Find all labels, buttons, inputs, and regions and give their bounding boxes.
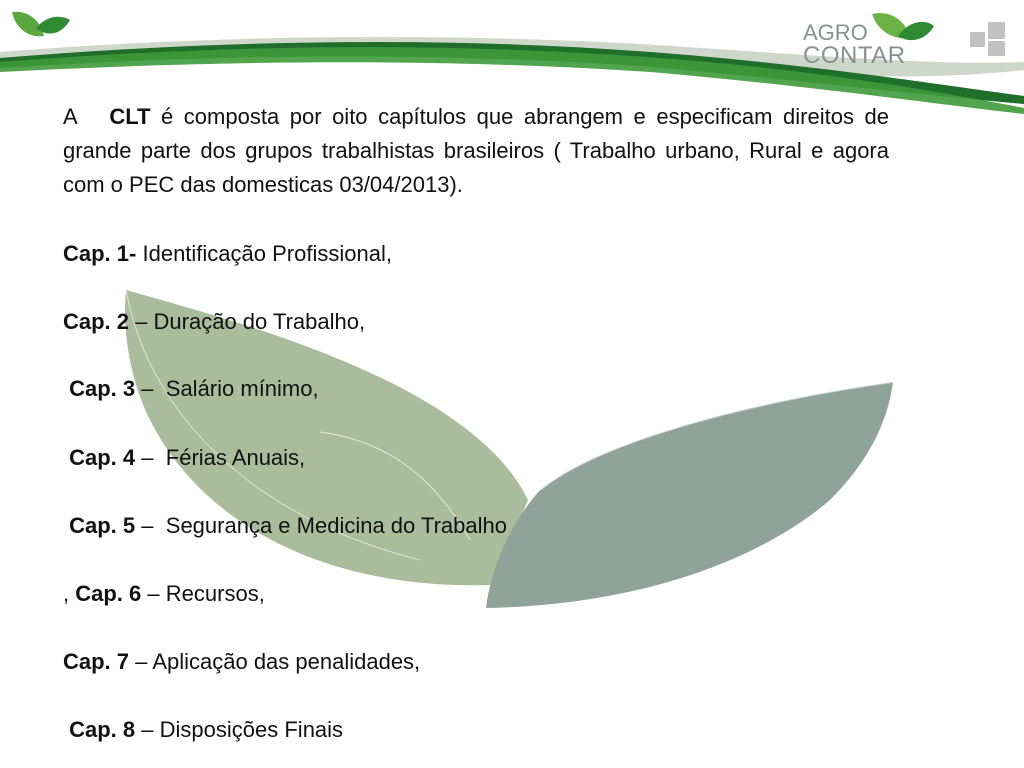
- chapter-item: Cap. 7 – Aplicação das penalidades,: [63, 649, 421, 674]
- chapter-label: Cap. 1-: [63, 241, 137, 266]
- chapter-title: Recursos,: [165, 581, 265, 606]
- chapter-title: Salário mínimo,: [159, 376, 319, 401]
- intro-clt: CLT: [109, 104, 151, 129]
- chapter-label: Cap. 5: [69, 513, 136, 538]
- chapter-title: Férias Anuais,: [159, 445, 306, 470]
- chapter-label: Cap. 2: [63, 309, 130, 334]
- chapter-item: Cap. 2 – Duração do Trabalho,: [63, 309, 366, 334]
- chapter-label: Cap. 4: [69, 445, 136, 470]
- leaf-logo-icon: [12, 12, 70, 37]
- chapter-item: Cap. 5 – Segurança e Medicina do Trabalho: [69, 513, 507, 538]
- intro-text: é composta por oito capítulos que abrangem e especificam direitos de grande parte dos grupos trabalhistas brasileiros ( Trabalho urbano, Rural e agora com o PEC das domesticas 03/04/2013).: [63, 104, 889, 197]
- chapter-item: Cap. 3 – Salário mínimo,: [69, 376, 319, 401]
- brand-leaves-icon: [872, 13, 934, 40]
- intro-prefix: A: [63, 104, 78, 129]
- chapter-title: Disposições Finais: [159, 717, 344, 742]
- chapter-label: Cap. 3: [69, 376, 136, 401]
- brand-logo-line1: AGRO: [803, 20, 868, 45]
- chapter-title: Segurança e Medicina do Trabalho: [159, 513, 507, 538]
- chapter-title: Duração do Trabalho,: [153, 309, 366, 334]
- chapter-label: Cap. 7: [63, 649, 130, 674]
- intro-paragraph: [63, 100, 889, 202]
- slide-content: [63, 100, 889, 742]
- chapter-title: Identificação Profissional,: [142, 241, 392, 266]
- chapter-label: Cap. 6: [75, 581, 142, 606]
- chapter-label: Cap. 8: [69, 717, 136, 742]
- chapter-title: Aplicação das penalidades,: [152, 649, 421, 674]
- brand-logo-line2: CONTAR: [803, 42, 906, 69]
- chapter-item: Cap. 8 – Disposições Finais: [69, 717, 344, 742]
- chapter-item: , Cap. 6 – Recursos,: [63, 581, 265, 606]
- squares-icon: [970, 22, 1005, 56]
- chapter-item: [63, 239, 392, 269]
- chapter-item: Cap. 4 – Férias Anuais,: [69, 445, 306, 470]
